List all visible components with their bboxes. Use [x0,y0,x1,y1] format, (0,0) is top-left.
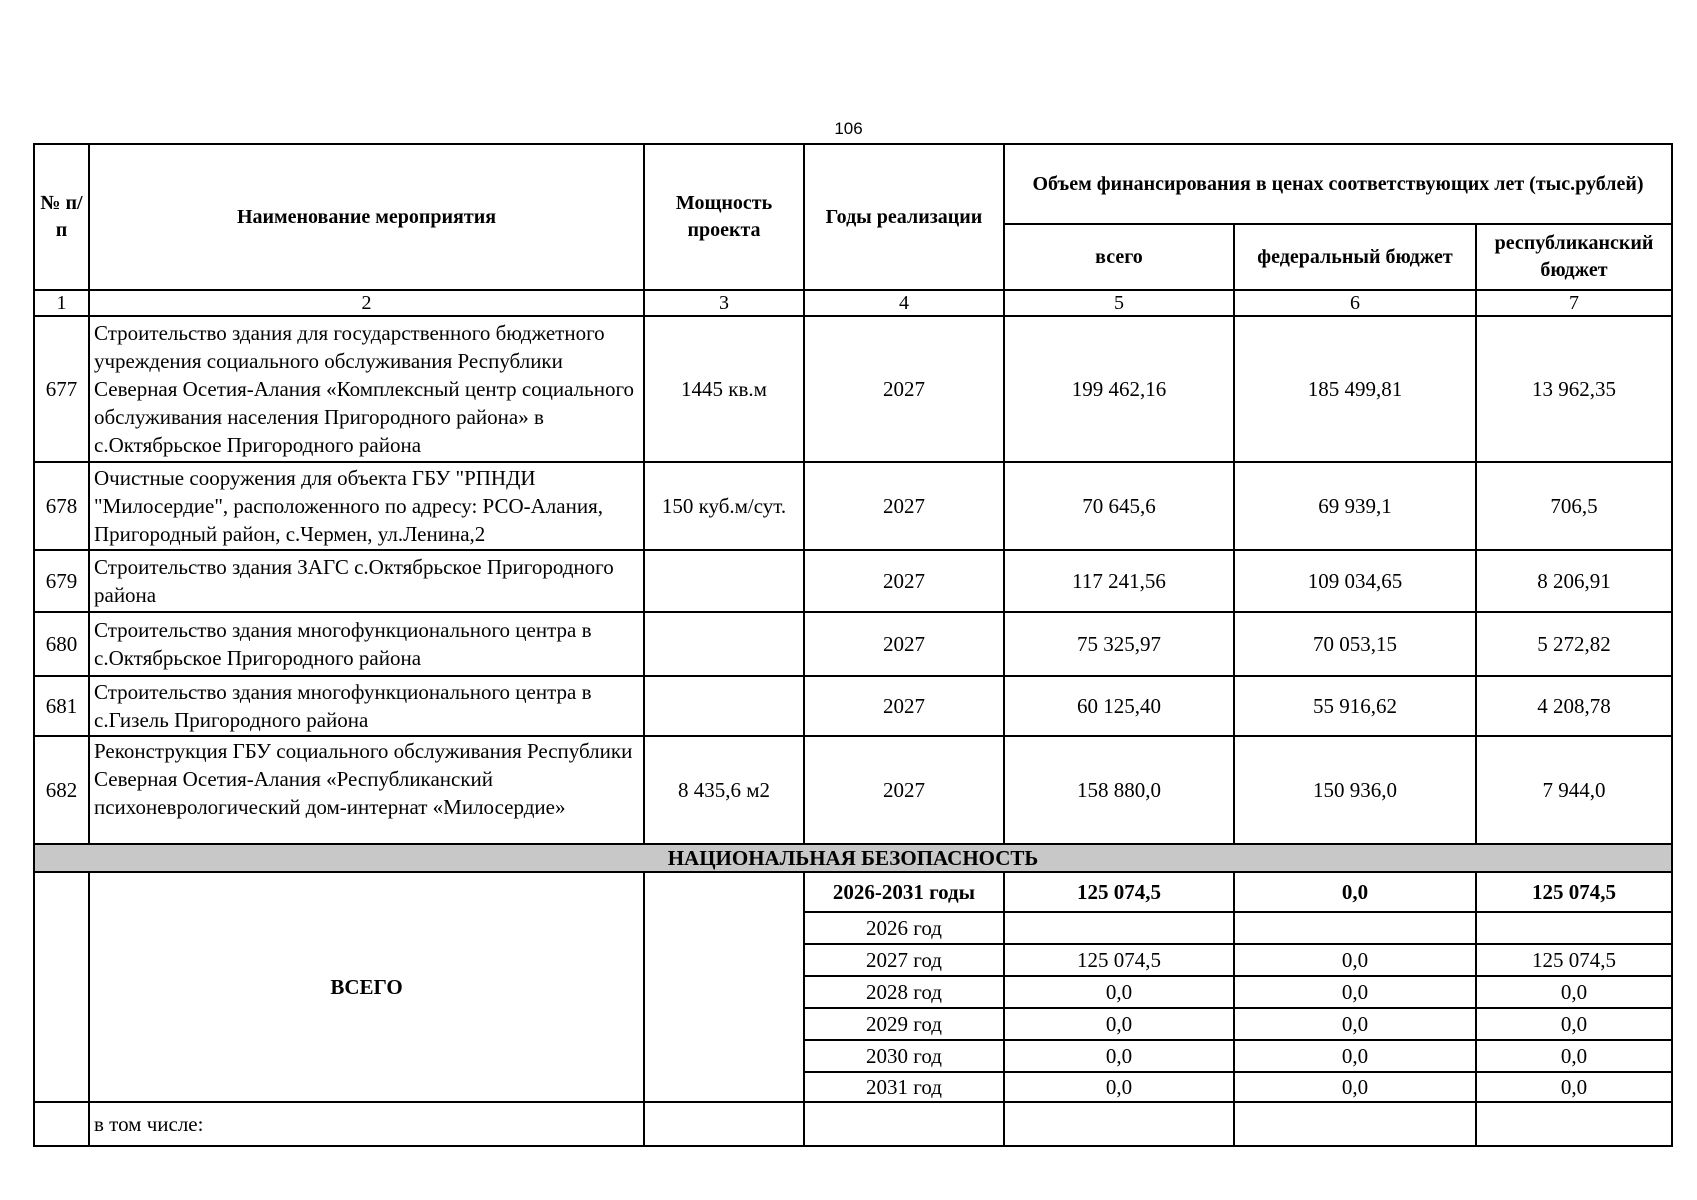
row-name: Строительство здания многофункционального центра в с.Октябрьское Пригородного района [89,612,644,676]
including-cell [804,1102,1004,1146]
year-republic [1476,912,1672,944]
summary-total: 125 074,5 [1004,872,1234,912]
column-number: 1 [34,290,89,316]
row-years: 2027 [804,316,1004,462]
summary-republic: 125 074,5 [1476,872,1672,912]
year-federal: 0,0 [1234,1008,1476,1040]
year-label: 2029 год [804,1008,1004,1040]
row-name: Очистные сооружения для объекта ГБУ "РПНДИ "Милосердие", расположенного по адресу: РСО-Алания, Пригородный район, с.Чермен, ул.Ленина,2 [89,462,644,550]
year-label: 2030 год [804,1040,1004,1072]
column-number: 2 [89,290,644,316]
including-cell [1234,1102,1476,1146]
row-republic: 4 208,78 [1476,676,1672,736]
row-republic: 13 962,35 [1476,316,1672,462]
year-total: 0,0 [1004,1072,1234,1102]
year-label: 2028 год [804,976,1004,1008]
row-federal: 109 034,65 [1234,550,1476,612]
year-federal: 0,0 [1234,944,1476,976]
row-name: Строительство здания многофункционального центра в с.Гизель Пригородного района [89,676,644,736]
including-cell [644,1102,804,1146]
row-total: 199 462,16 [1004,316,1234,462]
row-years: 2027 [804,612,1004,676]
row-num: 679 [34,550,89,612]
row-capacity [644,676,804,736]
table-row [34,676,1672,736]
page-number: 106 [834,119,863,138]
row-capacity [644,550,804,612]
row-total: 60 125,40 [1004,676,1234,736]
including-label: в том числе: [89,1102,644,1146]
row-total: 158 880,0 [1004,736,1234,844]
row-years: 2027 [804,550,1004,612]
financing-table [33,143,1673,1147]
year-republic: 0,0 [1476,1008,1672,1040]
year-total [1004,912,1234,944]
year-total: 0,0 [1004,1040,1234,1072]
year-federal [1234,912,1476,944]
year-republic: 125 074,5 [1476,944,1672,976]
year-republic: 0,0 [1476,1072,1672,1102]
header-name: Наименование мероприятия [89,144,644,290]
year-total: 125 074,5 [1004,944,1234,976]
header-federal: федеральный бюджет [1234,224,1476,290]
header-total: всего [1004,224,1234,290]
row-name: Строительство здания ЗАГС с.Октябрьское Пригородного района [89,550,644,612]
row-republic: 8 206,91 [1476,550,1672,612]
row-total: 75 325,97 [1004,612,1234,676]
summary-federal: 0,0 [1234,872,1476,912]
row-capacity: 1445 кв.м [644,316,804,462]
row-federal: 70 053,15 [1234,612,1476,676]
row-federal: 150 936,0 [1234,736,1476,844]
row-num: 680 [34,612,89,676]
year-label: 2027 год [804,944,1004,976]
row-capacity: 150 куб.м/сут. [644,462,804,550]
year-federal: 0,0 [1234,1040,1476,1072]
row-years: 2027 [804,676,1004,736]
column-number: 7 [1476,290,1672,316]
row-federal: 69 939,1 [1234,462,1476,550]
table-row [34,736,1672,844]
header-num: № п/п [34,144,89,290]
year-total: 0,0 [1004,976,1234,1008]
row-total: 70 645,6 [1004,462,1234,550]
row-capacity: 8 435,6 м2 [644,736,804,844]
row-federal: 55 916,62 [1234,676,1476,736]
row-republic: 706,5 [1476,462,1672,550]
table-row [34,316,1672,462]
year-label: 2026 год [804,912,1004,944]
row-federal: 185 499,81 [1234,316,1476,462]
header-financing: Объем финансирования в ценах соответствующих лет (тыс.рублей) [1004,144,1672,224]
column-number: 6 [1234,290,1476,316]
table-row [34,462,1672,550]
total-num-cell [34,872,89,1102]
row-years: 2027 [804,736,1004,844]
year-federal: 0,0 [1234,1072,1476,1102]
row-capacity [644,612,804,676]
including-cell [1004,1102,1234,1146]
summary-years: 2026-2031 годы [804,872,1004,912]
including-cell [1476,1102,1672,1146]
row-total: 117 241,56 [1004,550,1234,612]
header-capacity: Мощность проекта [644,144,804,290]
column-number: 4 [804,290,1004,316]
section-row [34,844,1672,872]
header-republic: республиканский бюджет [1476,224,1672,290]
row-num: 678 [34,462,89,550]
including-row [34,1102,1672,1146]
row-republic: 5 272,82 [1476,612,1672,676]
header-years: Годы реализации [804,144,1004,290]
row-name: Реконструкция ГБУ социального обслуживания Республики Северная Осетия-Алания «Республиканский психоневрологический дом-интернат «Милосердие» [89,736,644,844]
total-capacity-cell [644,872,804,1102]
including-num-cell [34,1102,89,1146]
year-label: 2031 год [804,1072,1004,1102]
summary-row [34,872,1672,912]
row-name: Строительство здания для государственного бюджетного учреждения социального обслуживания Республики Северная Осетия-Алания «Комплексный центр социального обслуживания населения Пригородного района» в с.Октябрьское Пригородного района [89,316,644,462]
row-republic: 7 944,0 [1476,736,1672,844]
year-republic: 0,0 [1476,976,1672,1008]
row-num: 682 [34,736,89,844]
header-row-1 [34,144,1672,224]
year-total: 0,0 [1004,1008,1234,1040]
row-years: 2027 [804,462,1004,550]
year-republic: 0,0 [1476,1040,1672,1072]
column-number: 5 [1004,290,1234,316]
total-label: ВСЕГО [89,872,644,1102]
section-title: НАЦИОНАЛЬНАЯ БЕЗОПАСНОСТЬ [34,844,1672,872]
row-num: 681 [34,676,89,736]
year-federal: 0,0 [1234,976,1476,1008]
row-num: 677 [34,316,89,462]
table-row [34,612,1672,676]
column-numbers-row [34,290,1672,316]
column-number: 3 [644,290,804,316]
table-row [34,550,1672,612]
